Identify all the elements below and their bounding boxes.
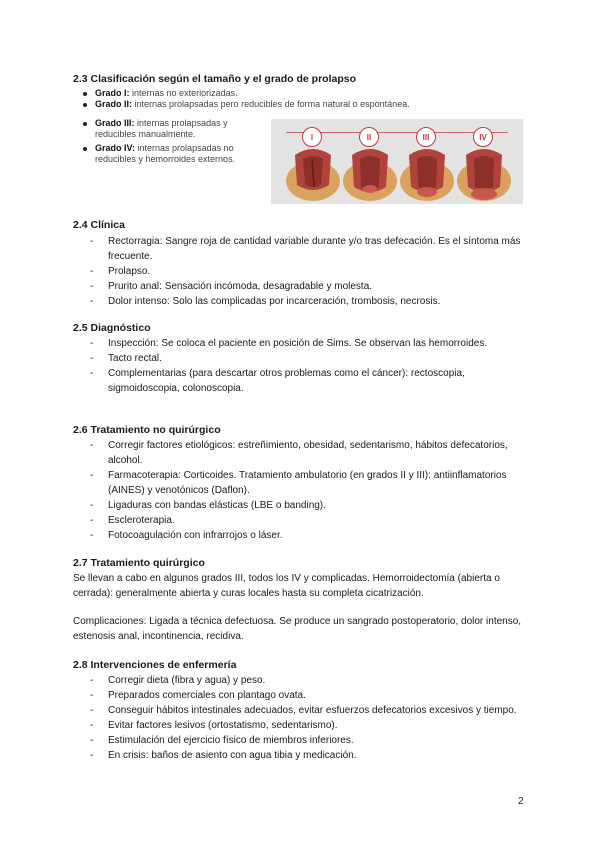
grade-item: Grado III: internas prolapsadas y reducibles manualmente. [80,118,260,140]
grade-figure-1 [285,125,341,201]
complicaciones-paragraph: Complicaciones: Ligada a técnica defectuosa. Se produce un sangrado postoperatorio, dolor intenso, estenosis anal, incontinencia, recidiva. [73,616,522,642]
grade-item: Grado I: internas no exteriorizadas. [80,88,520,99]
grade-item: Grado IV: internas prolapsadas no reducibles y hemorroides externos. [80,143,260,165]
grade-figure-3 [399,125,455,201]
list-item: - Prurito anal: Sensación incómoda, desagradable y molesta. [90,281,373,292]
list-item: - Conseguir hábitos intestinales adecuados, evitar esfuerzos defecatorios excesivos y tiempo. [90,705,517,716]
list-item: - Prolapso. [90,266,151,277]
intervenciones-list [73,673,533,763]
section-title-2-7: 2.7 Tratamiento quirúrgico [73,557,205,569]
bullet-icon [83,103,87,107]
list-item: - Corregir dieta (fibra y agua) y peso. [90,675,266,686]
list-item: - Tacto rectal. [90,353,162,364]
bullet-icon [83,92,87,96]
list-item: - En crisis: baños de asiento con agua tibia y medicación. [90,750,357,761]
list-item: - Rectorragia: Sangre roja de cantidad variable durante y/o tras defecación. Es el síntoma más frecuente. [90,236,521,262]
list-item: - Fotocoagulación con infrarrojos o láser. [90,530,283,541]
list-item: - Evitar factores lesivos (ortostatismo, sedentarismo). [90,720,338,731]
grade-figure-2 [342,125,398,201]
list-item: - Ligaduras con bandas elásticas (LBE o banding). [90,500,326,511]
list-item: - Estimulación del ejercicio físico de miembros inferiores. [90,735,354,746]
grade-figure-4 [456,125,512,201]
page-number: 2 [518,796,524,807]
section-title-2-5: 2.5 Diagnóstico [73,322,151,334]
section-title-2-8: 2.8 Intervenciones de enfermería [73,659,237,671]
grade-label-3: III [416,127,436,147]
grade-label-2: II [359,127,379,147]
list-item: - Inspección: Se coloca el paciente en posición de Sims. Se observan las hemorroides. [90,338,488,349]
list-item: - Escleroterapia. [90,515,175,526]
section-title-2-6: 2.6 Tratamiento no quirúrgico [73,424,221,436]
bullet-icon [83,147,87,151]
grade-item: Grado II: internas prolapsadas pero reducibles de forma natural o espontánea. [80,99,520,110]
grade-label-1: I [302,127,322,147]
tratamiento-quirurgico-paragraph: Se llevan a cabo en algunos grados III, todos los IV y complicadas. Hemorroidectomía (abierta o cerrada): generalmente abierta y curas locales hasta su completa cicatrización. [73,573,500,599]
grade-label-4: IV [473,127,493,147]
list-item: - Dolor intenso: Solo las complicadas por incarceración, trombosis, necrosis. [90,296,441,307]
section-title-2-3: 2.3 Clasificación según el tamaño y el grado de prolapso [73,73,356,85]
hemorrhoid-grades-figure [271,119,523,204]
grade-list [80,88,520,110]
tratamiento-no-quirurgico-list [73,438,533,543]
bullet-icon [83,122,87,126]
grade-list-narrow [80,118,260,165]
section-title-2-4: 2.4 Clínica [73,219,125,231]
list-item: - Preparados comerciales con plantago ovata. [90,690,306,701]
diagnostico-list [73,336,533,396]
list-item: - Farmacoterapia: Corticoides. Tratamiento ambulatorio (en grados II y III): antiinflamatorios (AINES) y venotónicos (Daflon). [90,470,507,496]
list-item: - Corregir factores etiológicos: estreñimiento, obesidad, sedentarismo, hábitos defecatorios, alcohol. [90,440,508,466]
clinica-list [73,234,533,309]
list-item: - Complementarias (para descartar otros problemas como el cáncer): rectoscopia, sigmoidoscopia, colonoscopia. [90,368,465,394]
